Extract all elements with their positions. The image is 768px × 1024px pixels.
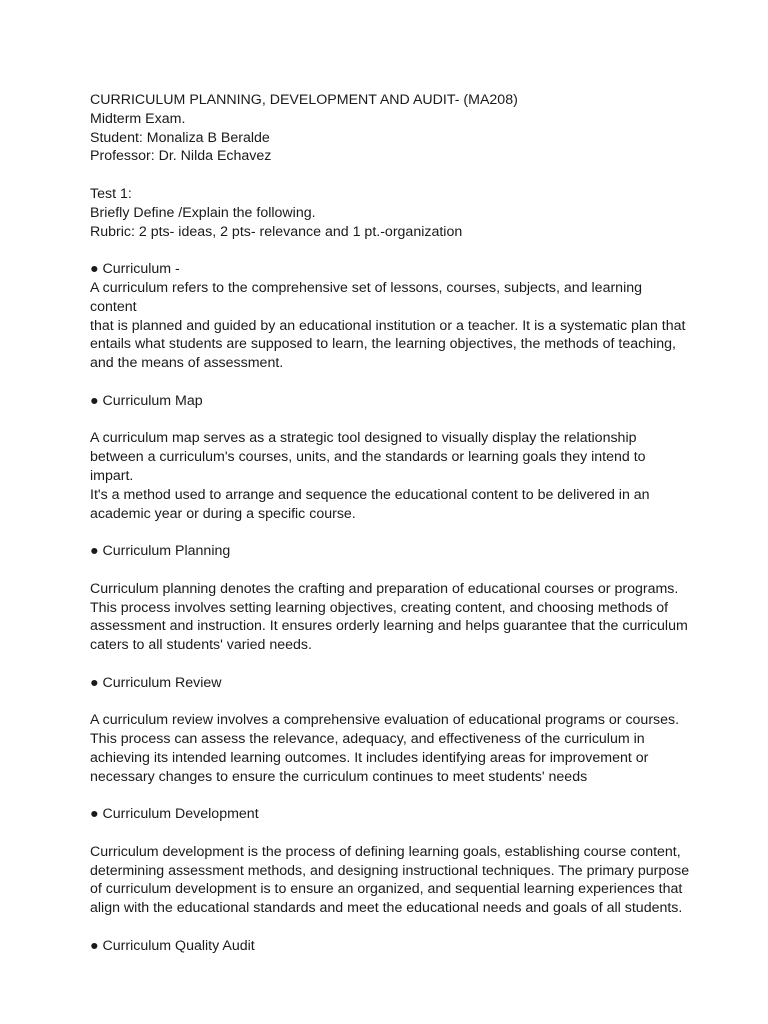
section-curriculum-quality-audit [90,937,690,956]
paragraph-line: A curriculum refers to the comprehensive set of lessons, courses, subjects, and learning content [90,279,643,315]
section-title: ● Curriculum Map [90,392,690,411]
student-name: Student: Monaliza B Beralde [90,129,270,146]
section-title: ● Curriculum Quality Audit [90,937,690,956]
spacer [90,241,690,260]
spacer [90,824,690,843]
document-page [90,91,690,956]
test-rubric: Rubric: 2 pts- ideas, 2 pts- relevance and 1 pt.-organization [90,223,463,240]
spacer [90,918,690,937]
paragraph-line: Curriculum development is the process of defining learning goals, establishing course content, [90,843,681,860]
course-title: CURRICULUM PLANNING, DEVELOPMENT AND AUDIT- (MA208) [90,92,518,108]
paragraph-line: entails what students are supposed to learn, the learning objectives, the methods of teaching, [90,336,676,353]
professor-name: Professor: Dr. Nilda Echavez [90,148,272,165]
paragraph-line: necessary changes to ensure the curriculum continues to meet students' needs [90,768,588,785]
spacer [90,523,690,542]
spacer [90,561,690,580]
spacer [90,693,690,712]
spacer [90,166,690,185]
section-title: ● Curriculum Review [90,674,690,693]
paragraph-line: achieving its intended learning outcomes. It includes identifying areas for improvement or [90,749,649,766]
section-title: ● Curriculum Development [90,805,690,824]
paragraph-line: align with the educational standards and meet the educational needs and goals of all students. [90,900,683,917]
paragraph-line: between a curriculum's courses, units, and the standards or learning goals they intend to impart. [90,449,646,484]
paragraph-line: determining assessment methods, and designing instructional techniques. The primary purpose [90,862,690,879]
section-title: ● Curriculum - [90,260,690,279]
paragraph-line: and the means of assessment. [90,355,284,372]
section-curriculum-development [90,805,690,918]
spacer [90,655,690,674]
paragraph-line: of curriculum development is to ensure an organized, and sequential learning experiences that [90,881,683,898]
paragraph-line: A curriculum map serves as a strategic tool designed to visually display the relationship [90,430,637,447]
paragraph-line: assessment and instruction. It ensures orderly learning and helps guarantee that the curriculum [90,618,688,635]
paragraph-line: It's a method used to arrange and sequence the educational content to be delivered in an [90,486,650,503]
section-curriculum [90,260,690,373]
test-instruction: Briefly Define /Explain the following. [90,204,316,221]
section-curriculum-planning [90,542,690,655]
test-title: Test 1: [90,185,132,202]
paragraph-line: academic year or during a specific course. [90,505,356,522]
spacer [90,373,690,392]
paragraph-line: This process can assess the relevance, adequacy, and effectiveness of the curriculum in [90,731,645,748]
paragraph-line: Curriculum planning denotes the crafting and preparation of educational courses or programs. [90,580,679,597]
spacer [90,411,690,430]
section-curriculum-review [90,674,690,787]
paragraph-line: This process involves setting learning objectives, creating content, and choosing methods of [90,599,669,616]
section-title: ● Curriculum Planning [90,542,690,561]
section-curriculum-map [90,392,690,524]
exam-label: Midterm Exam. [90,110,186,127]
spacer [90,786,690,805]
paragraph-line: that is planned and guided by an educational institution or a teacher. It is a systematic plan that [90,317,686,334]
paragraph-line: A curriculum review involves a comprehensive evaluation of educational programs or courses. [90,712,680,729]
paragraph-line: caters to all students' varied needs. [90,637,312,654]
